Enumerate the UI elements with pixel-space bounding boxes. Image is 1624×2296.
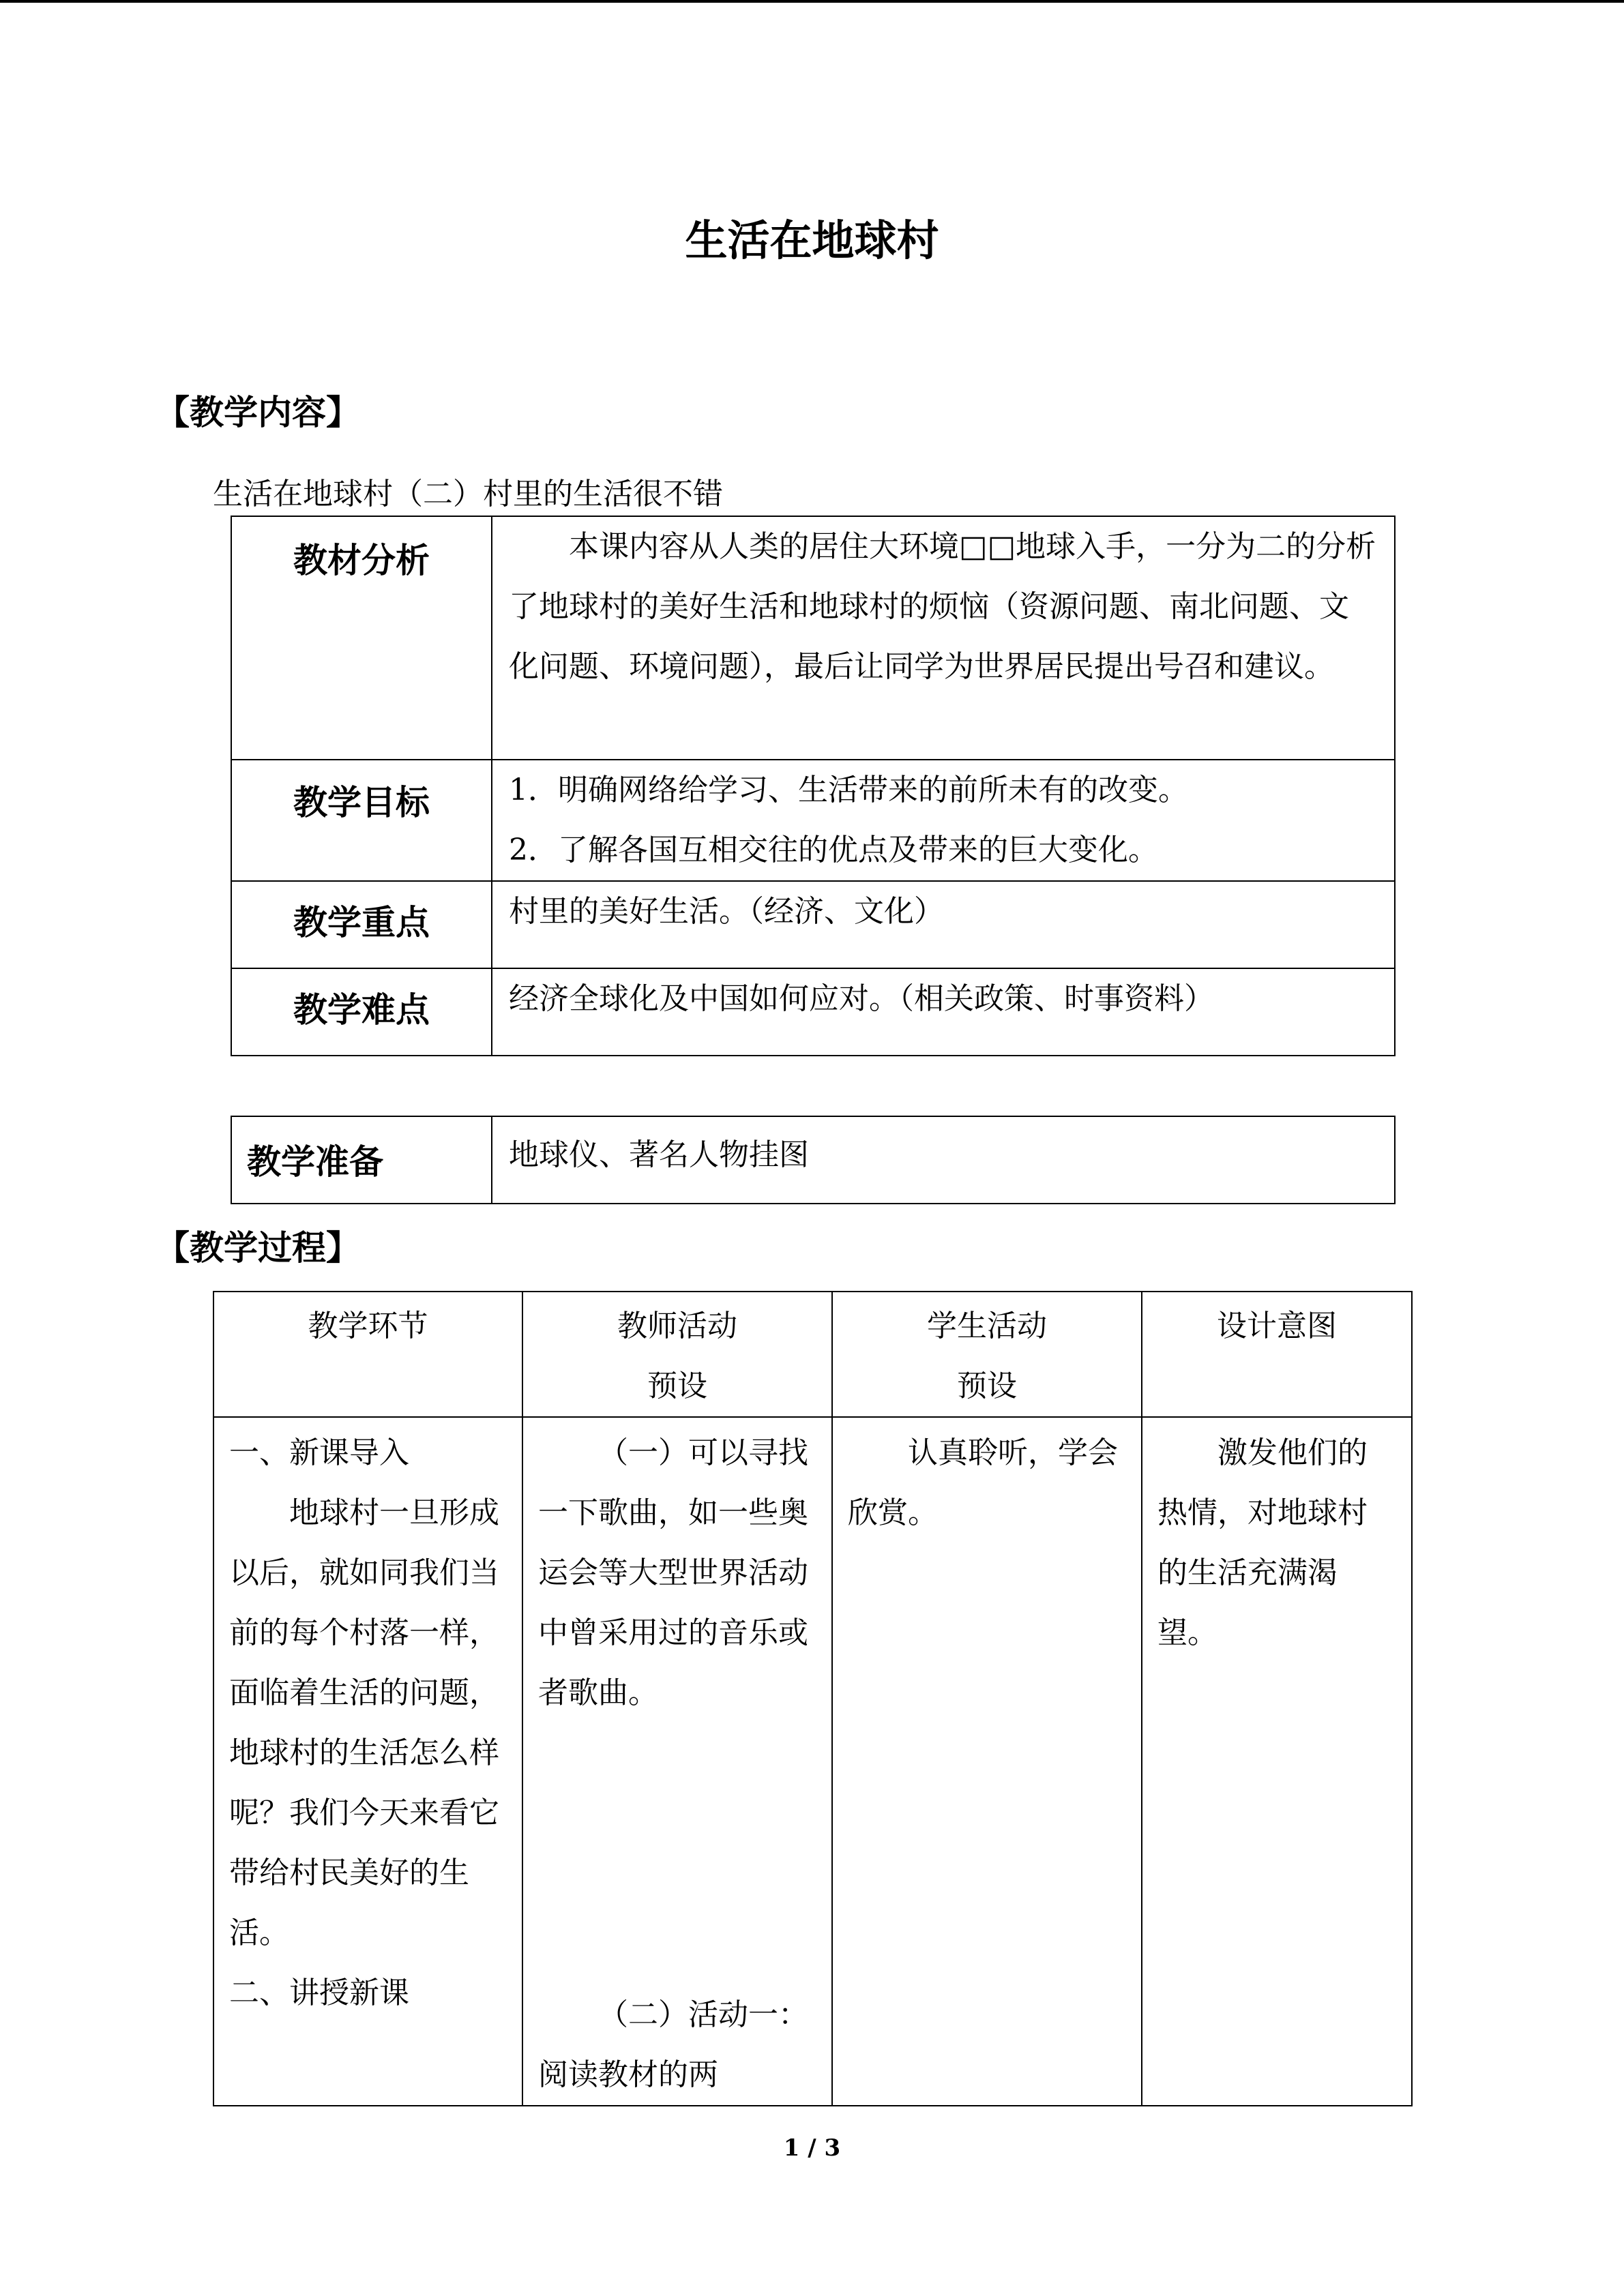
teacher-activity-cell	[522, 1417, 832, 2106]
prep-label: 教学准备	[231, 1116, 492, 1204]
page-title: 生活在地球村	[685, 215, 939, 265]
teacher-activity-para2: （二）活动一：阅读教材的两	[538, 1997, 808, 2092]
teacher-activity-para1: （一）可以寻找一下歌曲，如一些奥运会等大型世界活动中曾采用过的音乐或者歌曲。	[538, 1435, 808, 1710]
header-teacher-activity-title: 教师活动	[617, 1309, 737, 1343]
prep-text: 地球仪、著名人物挂图	[492, 1116, 1395, 1204]
process-row	[213, 1417, 1412, 2106]
student-activity-text: 认真聆听，学会欣赏。	[848, 1435, 1118, 1530]
top-border-line	[0, 0, 1624, 3]
goal-item: 2．了解各国互相交往的优点及带来的巨大变化。	[509, 833, 1158, 867]
difficulty-label: 教学难点	[231, 968, 492, 1056]
difficulty-text: 经济全球化及中国如何应对。（相关政策、时事资料）	[492, 968, 1395, 1056]
analysis-text	[492, 516, 1395, 760]
step-cell	[213, 1417, 522, 2106]
header-student-activity	[832, 1292, 1142, 1417]
section-heading-content: 【教学内容】	[156, 393, 360, 432]
goals-row	[231, 760, 1395, 881]
header-teacher-activity	[522, 1292, 832, 1417]
key-row	[231, 881, 1395, 968]
page-number: 1 / 3	[783, 2134, 841, 2162]
header-teacher-activity-sub: 预设	[647, 1369, 707, 1403]
goals-text	[492, 760, 1395, 881]
design-intent-text: 激发他们的热情，对地球村的生活充满渴望。	[1157, 1435, 1368, 1650]
prep-table	[231, 1116, 1396, 1204]
section-heading-process: 【教学过程】	[156, 1228, 360, 1268]
key-text: 村里的美好生活。（经济、文化）	[492, 881, 1395, 968]
process-table	[213, 1291, 1413, 2106]
prep-row	[231, 1116, 1395, 1204]
goals-label: 教学目标	[231, 760, 492, 881]
goal-item: 1．明确网络给学习、生活带来的前所未有的改变。	[509, 773, 1188, 807]
header-design-intent: 设计意图	[1142, 1292, 1412, 1417]
header-teaching-step: 教学环节	[213, 1292, 522, 1417]
step-intro-paragraph: 地球村一旦形成以后，就如同我们当前的每个村落一样，面临着生活的问题，地球村的生活怎么样呢？我们今天来看它带给村民美好的生活。	[229, 1495, 499, 1950]
lesson-subtitle: 生活在地球村（二）村里的生活很不错	[213, 477, 723, 511]
step-teaching-title: 二、讲授新课	[229, 1976, 409, 2010]
header-student-activity-sub: 预设	[957, 1369, 1017, 1403]
student-activity-cell	[832, 1417, 1142, 2106]
step-intro-title: 一、新课导入	[229, 1435, 409, 1470]
header-student-activity-title: 学生活动	[927, 1309, 1047, 1343]
teacher-activity-spacer	[538, 1723, 816, 1928]
analysis-paragraph: 本课内容从人类的居住大环境□□地球入手，一分为二的分析了地球村的美好生活和地球村的烦恼（资源问题、南北问题、文化问题、环境问题），最后让同学为世界居民提出号召和建议。	[509, 529, 1376, 684]
design-intent-cell	[1142, 1417, 1412, 2106]
difficulty-row	[231, 968, 1395, 1056]
analysis-label: 教材分析	[231, 516, 492, 760]
process-header-row	[213, 1292, 1412, 1417]
key-label: 教学重点	[231, 881, 492, 968]
lesson-info-table	[231, 516, 1396, 1056]
analysis-row	[231, 516, 1395, 760]
